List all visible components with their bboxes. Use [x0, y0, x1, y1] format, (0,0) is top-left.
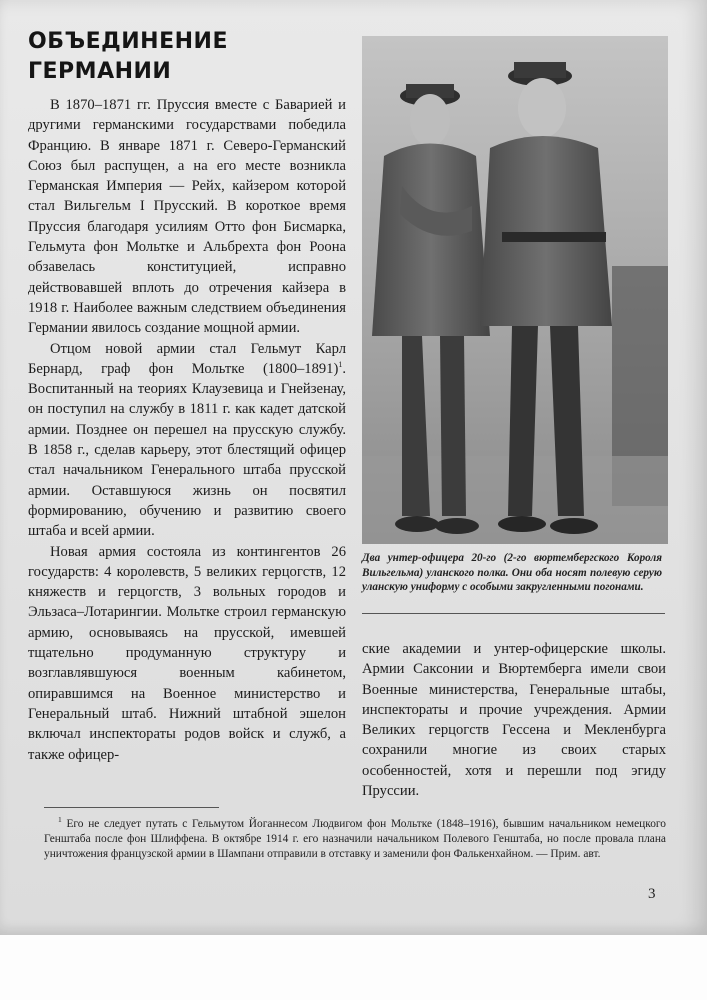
- footnote-reference: 1: [338, 360, 343, 369]
- footnote-divider: [44, 807, 219, 808]
- photo-caption: Два унтер-офицера 20-го (2-го вюртембергского Короля Вильгельма) уланского полка. Они оба носят полевую серую уланскую униформу с особыми закругленными погонами.: [362, 552, 662, 593]
- footnote-text: Его не следует путать с Гельмутом Йоганнесом Людвигом фон Мольтке (1848–1916), бывшим начальником немецкого Генштаба после фон Шлиффена. В октябре 1914 г. его назначили начальником Полевого Генштаба, но после провала плана уничтожения французской армии в Шампани отправили в отставку и заменили фон Фалькенхайном. — Прим. авт.: [44, 818, 666, 860]
- chapter-heading: [28, 27, 228, 87]
- left-text-column: [28, 95, 346, 765]
- paragraph-continuation: ские академии и унтер-офицерские школы. Армии Саксонии и Вюртемберга имели свои Военные министерства, Генеральные штабы, инспектораты и прочие учреждения. Армии Великих герцогств Гессена и Мекленбурга сохранили многие из своих старых особенностей, хотя и перешли под эгиду Пруссии.: [362, 641, 666, 800]
- chapter-heading-line-1: ОБЪЕДИНЕНИЕ: [28, 29, 228, 54]
- right-text-column: [362, 639, 666, 801]
- paragraph-1: В 1870–1871 гг. Пруссия вместе с Баварией и другими германскими государствами победила Францию. В январе 1871 г. Северо-Германский Союз был распущен, а на его месте возникла Германская Империя — Рейх, кайзером которой стал Вильгельм I Прусский. В короткое время Пруссия благодаря усилиям Отто фон Бисмарка, Гельмута фон Мольтке и Альбрехта фон Роона обзавелась конституцией, исправно действовавшей вплоть до отречения кайзера в 1918 г. Наиболее важным следствием объединения Германии явилось создание мощной армии.: [28, 97, 346, 337]
- caption-divider: [362, 613, 665, 614]
- footnote-mark: 1: [58, 815, 62, 825]
- paragraph-2-start: Отцом новой армии стал Гельмут Карл Бернард, граф фон Мольтке (1800–1891): [28, 340, 346, 377]
- paragraph-2-rest: . Воспитанный на теориях Клаузевица и Гнейзенау, он поступил на службу в 1811 г. как кадет датской армии. Позднее он перешел на прусскую службу. В 1858 г., сделав карьеру, этот блестящий офицер стал начальником Генерального штаба прусской армии. Оставшуюся жизнь он посвятил формированию, обучению и развитию своего штаба и всей армии.: [28, 360, 346, 540]
- paragraph-3: Новая армия состояла из контингентов 26 государств: 4 королевств, 5 великих герцогств, 12 княжеств и герцогств, 3 вольных городов и Эльзаса–Лотарингии. Мольтке строил германскую армию, основываясь на прусской, имевшей тщательно продуманную структуру и возглавлявшуюся военным кабинетом, опиравшимся на Военное министерство и Генеральный штаб. Нижний штабной эшелон включал инспектораты родов войск и служб, а также офицер-: [28, 543, 346, 763]
- historical-photograph: [362, 36, 668, 544]
- chapter-heading-line-2: ГЕРМАНИИ: [28, 59, 172, 84]
- footnote: [44, 817, 666, 862]
- page-number: 3: [648, 886, 656, 902]
- two-officers-photo-illustration: [362, 36, 668, 544]
- paragraph-2: [28, 339, 346, 542]
